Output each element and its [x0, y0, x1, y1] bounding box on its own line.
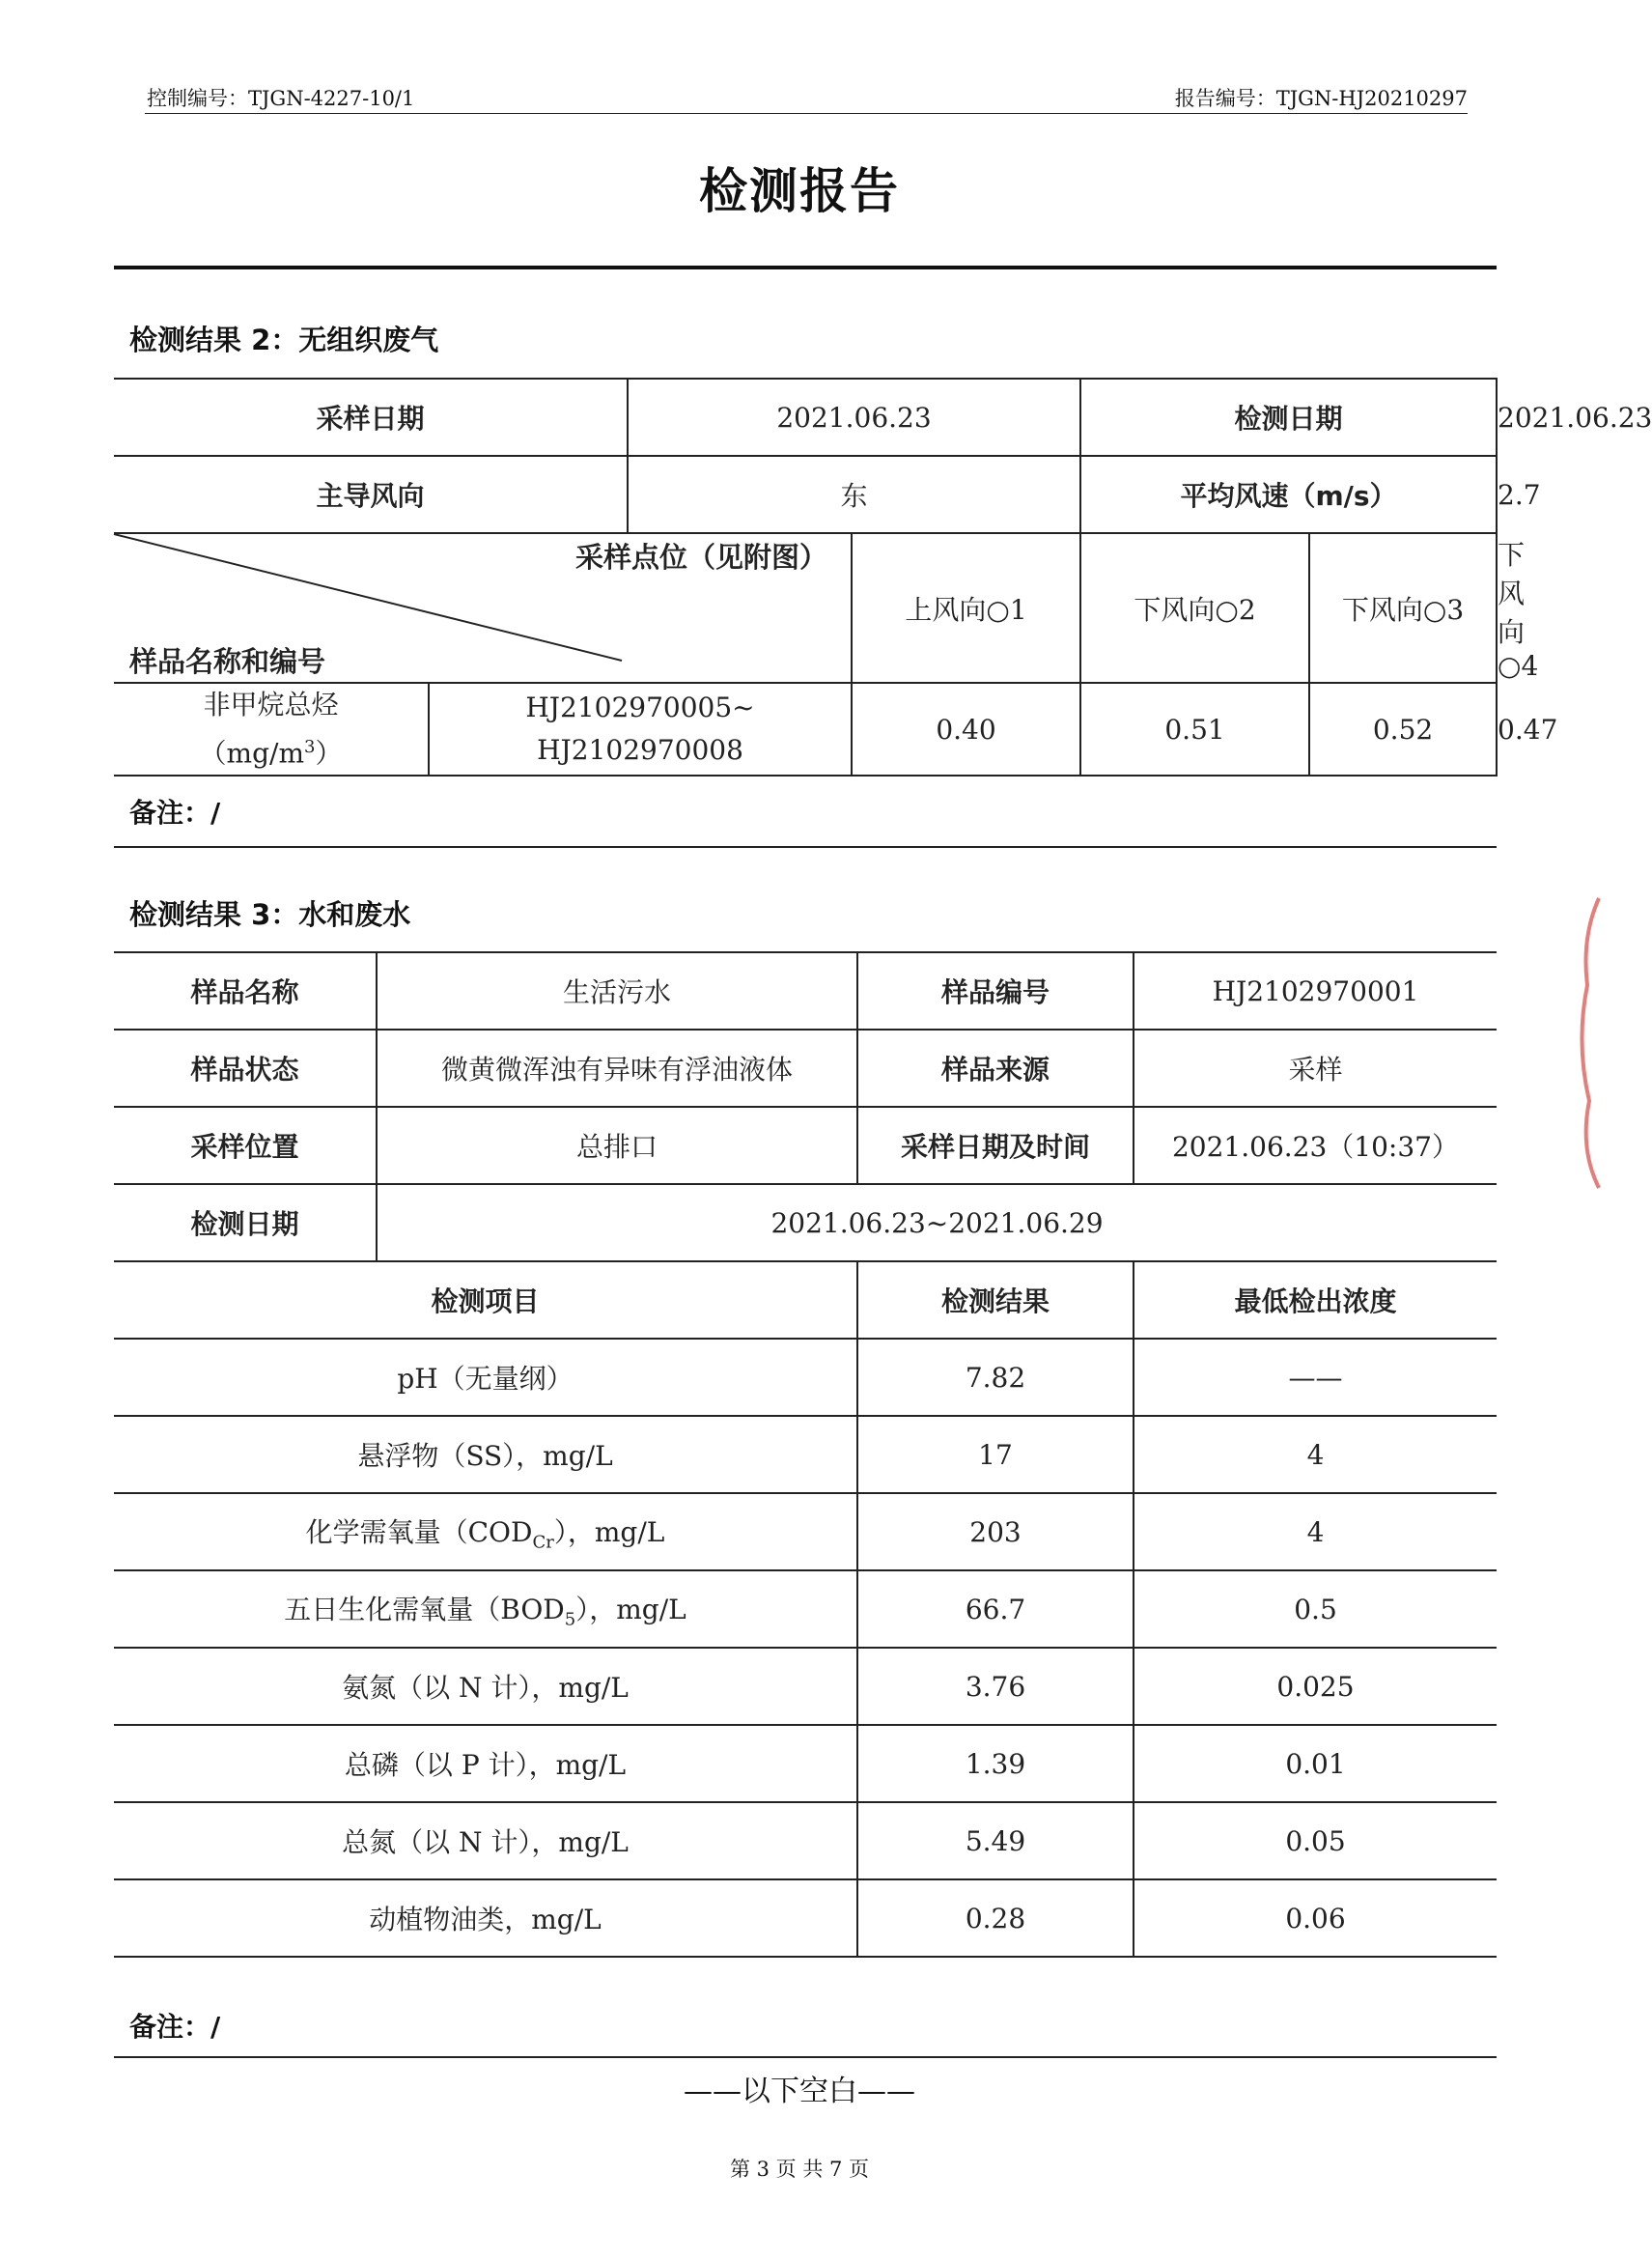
col-item-header: 检测项目 — [114, 1261, 857, 1339]
water-test-date-value: 2021.06.23~2021.06.29 — [377, 1184, 1497, 1261]
nmhc-sample-id-start: HJ2102970005~ — [525, 692, 755, 724]
sampling-location-label: 采样位置 — [114, 1107, 377, 1184]
test-item-name: 氨氮（以 N 计），mg/L — [114, 1648, 857, 1725]
water-result-row — [114, 1879, 1497, 1957]
point-3-header: 下风向○3 — [1309, 533, 1497, 683]
water-result-row — [114, 1416, 1497, 1493]
sample-source-value: 采样 — [1134, 1030, 1497, 1107]
sampling-point-label: 采样点位（见附图） — [575, 541, 828, 574]
section3-heading: 检测结果 3：水和废水 — [129, 898, 411, 931]
water-result-row — [114, 1493, 1497, 1570]
nmhc-value-3: 0.52 — [1309, 683, 1497, 776]
test-result-value: 1.39 — [857, 1725, 1134, 1802]
test-result-value: 66.7 — [857, 1570, 1134, 1648]
detection-limit-value: 0.06 — [1134, 1879, 1497, 1957]
water-result-row — [114, 1802, 1497, 1879]
water-result-row — [114, 1648, 1497, 1725]
water-result-row — [114, 1725, 1497, 1802]
detection-limit-value: 4 — [1134, 1416, 1497, 1493]
wind-direction-label: 主导风向 — [114, 456, 628, 533]
water-result-row — [114, 1339, 1497, 1416]
control-number: 控制编号：TJGN-4227-10/1 — [147, 87, 415, 110]
test-result-value: 3.76 — [857, 1648, 1134, 1725]
detection-limit-value: 0.05 — [1134, 1802, 1497, 1879]
red-stamp-fragment — [1570, 898, 1599, 1188]
test-item-name: 化学需氧量$(COD_{Cr})$，mg/L — [114, 1493, 857, 1570]
sample-state-label: 样品状态 — [114, 1030, 377, 1107]
wind-direction-value: 东 — [628, 456, 1080, 533]
sample-name-label: 样品名称 — [114, 952, 377, 1030]
test-result-value: 5.49 — [857, 1802, 1134, 1879]
test-result-value: 7.82 — [857, 1339, 1134, 1416]
wind-speed-label: 平均风速（m/s） — [1080, 456, 1497, 533]
diagonal-header-cell — [114, 533, 852, 683]
detection-limit-value: 4 — [1134, 1493, 1497, 1570]
sample-name-id-label: 样品名称和编号 — [129, 645, 326, 678]
test-item-name: pH（无量纲） — [114, 1339, 857, 1416]
nmhc-sample-ids — [429, 683, 852, 776]
detection-limit-value: 0.01 — [1134, 1725, 1497, 1802]
sampling-location-value: 总排口 — [377, 1107, 857, 1184]
point-1-header: 上风向○1 — [852, 533, 1080, 683]
blank-below-marker: ——以下空白—— — [684, 2075, 915, 2108]
sample-state-value: 微黄微浑浊有异味有浮油液体 — [377, 1030, 857, 1107]
detection-limit-value: —— — [1134, 1339, 1497, 1416]
sampling-datetime-label: 采样日期及时间 — [857, 1107, 1134, 1184]
report-number: 报告编号：TJGN-HJ20210297 — [1174, 87, 1468, 110]
sampling-date-value: 2021.06.23 — [628, 379, 1080, 456]
nmhc-unit: $(mg/m^3)$ — [199, 737, 343, 770]
test-result-value: 0.28 — [857, 1879, 1134, 1957]
water-result-row — [114, 1570, 1497, 1648]
section2-note: 备注：/ — [129, 797, 221, 829]
detection-limit-value: 0.025 — [1134, 1648, 1497, 1725]
sample-number-label: 样品编号 — [857, 952, 1134, 1030]
section2-heading: 检测结果 2：无组织废气 — [129, 324, 439, 356]
nmhc-value-1: 0.40 — [852, 683, 1080, 776]
sample-number-value: HJ2102970001 — [1134, 952, 1497, 1030]
section3-note: 备注：/ — [129, 2011, 221, 2043]
water-info-table — [114, 951, 1497, 1958]
nmhc-sample-id-end: HJ2102970008 — [537, 734, 743, 767]
test-item-name: 总磷（以 P 计），mg/L — [114, 1725, 857, 1802]
test-item-name: 悬浮物（SS），mg/L — [114, 1416, 857, 1493]
header-rule — [145, 113, 1468, 114]
test-item-name: 动植物油类，mg/L — [114, 1879, 857, 1957]
col-limit-header: 最低检出浓度 — [1134, 1261, 1497, 1339]
page-footer: 第 3 页 共 7 页 — [729, 2158, 870, 2181]
water-test-date-label: 检测日期 — [114, 1184, 377, 1261]
test-result-value: 17 — [857, 1416, 1134, 1493]
col-result-header: 检测结果 — [857, 1261, 1134, 1339]
title-rule — [114, 266, 1497, 269]
sampling-date-label: 采样日期 — [114, 379, 628, 456]
sampling-datetime-value: 2021.06.23（10:37） — [1134, 1107, 1497, 1184]
air-results-table: 采样日期 2021.06.23 检测日期 2021.06.23 主导风向 东 平均风速（m/s） 2.7 采样点位（见附图） 样品名称和编号 上风向○1 下风向○2 下风向○3 下风向○4 非甲烷总烃 $(mg/m^3)$ HJ2102970005~ HJ2102970008 0.40 0.51 0.52 0.47 — [114, 378, 1497, 777]
test-item-name: 五日生化需氧量$(BOD_5)$，mg/L — [114, 1570, 857, 1648]
test-item-name: 总氮（以 N 计），mg/L — [114, 1802, 857, 1879]
section3-note-rule — [114, 2056, 1497, 2058]
sample-name-value: 生活污水 — [377, 952, 857, 1030]
water-results-body — [114, 1339, 1497, 1957]
nmhc-value-2: 0.51 — [1080, 683, 1309, 776]
page-title: 检测报告 — [699, 163, 900, 219]
point-2-header: 下风向○2 — [1080, 533, 1309, 683]
detection-limit-value: 0.5 — [1134, 1570, 1497, 1648]
test-date-label: 检测日期 — [1080, 379, 1497, 456]
sample-source-label: 样品来源 — [857, 1030, 1134, 1107]
nmhc-name: 非甲烷总烃 — [203, 689, 339, 720]
nmhc-item-cell — [114, 683, 429, 776]
section2-note-rule — [114, 846, 1497, 848]
test-result-value: 203 — [857, 1493, 1134, 1570]
